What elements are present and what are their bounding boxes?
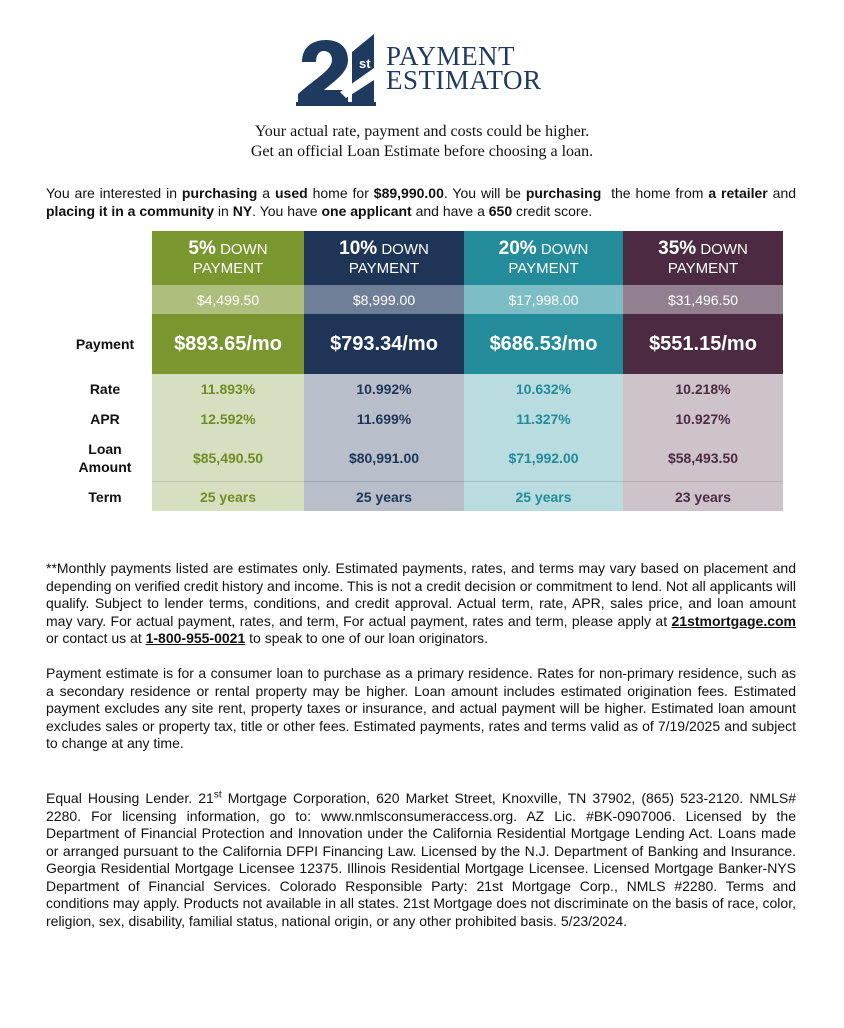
row-label-loan-line1: Loan xyxy=(88,441,122,457)
row-label-rate: Rate xyxy=(89,381,121,397)
payment-word: PAYMENT xyxy=(192,259,264,277)
row-label-apr: APR xyxy=(90,411,120,427)
fine-print-text: or contact us at xyxy=(46,630,146,646)
intro-bold: 650 xyxy=(488,203,513,219)
superscript: st xyxy=(213,789,222,801)
monthly-payment: $793.34/mo xyxy=(304,314,464,374)
intro-bold: used xyxy=(275,185,308,201)
intro-text: . You will be xyxy=(443,185,526,201)
top-disclaimer-line2: Get an official Loan Estimate before choosing a loan. xyxy=(250,143,594,160)
phone-link[interactable]: 1-800-955-0021 xyxy=(145,630,246,646)
down-percent: 35% xyxy=(658,237,697,259)
rate-value: 10.992% xyxy=(304,374,464,404)
down-payment-amount: $4,499.50 xyxy=(152,285,304,314)
intro-text: a xyxy=(257,185,275,201)
row-divider xyxy=(623,481,783,482)
intro-bold: purchasing xyxy=(525,185,602,201)
column-header xyxy=(304,231,464,285)
payment-word: PAYMENT xyxy=(667,259,739,277)
down-payment-amount: $8,999.00 xyxy=(304,285,464,314)
column-header xyxy=(464,231,623,285)
fine-print-text: **Monthly payments listed are estimates only. Estimated payments, rates, and terms may vary based on placement and depending on verified credit history and income. This is not a credit decision or commitment to lend. Not all applicants will qualify. Subject to lender terms, conditions, and credit approval. Actual term, rate, APR, sales price, and loan amount may vary. For actual payment, rates, and term, For actual payment, rates and term, please apply at xyxy=(46,560,796,629)
apr-value: 11.699% xyxy=(304,404,464,434)
down-payment-amount: $17,998.00 xyxy=(464,285,623,314)
intro-bold: NY xyxy=(232,203,253,219)
row-label-term: Term xyxy=(88,489,122,505)
row-label-payment: Payment xyxy=(75,336,135,352)
intro-bold: purchasing xyxy=(181,185,258,201)
column-header xyxy=(152,231,304,285)
intro-text: the home from xyxy=(601,185,709,201)
payment-option-column xyxy=(464,0,623,511)
intro-text: You are interested in xyxy=(46,185,182,201)
monthly-payment: $551.15/mo xyxy=(623,314,783,374)
loan-amount-value: $58,493.50 xyxy=(623,434,783,482)
term-value: 25 years xyxy=(304,482,464,511)
down-word: DOWN xyxy=(540,240,589,258)
logo-line2: ESTIMATOR xyxy=(386,65,542,95)
fine-print-text: Mortgage Corporation, 620 Market Street, Knoxville, TN 37902, (865) 523-2120. NMLS# 2280. For licensing information, go to: www.nmlsconsumeraccess.org. AZ Lic. #BK-0907006. Licensed by the Department of Financial Protection and Innovation under the California Residential Mortgage Lending Act. Loans made or arranged pursuant to the California DFPI Financing Law. Licensed by the N.J. Department of Banking and Insurance. Georgia Residential Mortgage Licensee 12375. Illinois Residential Mortgage Licensee. Licensed Mortgage Banker-NYS Department of Financial Services. Colorado Responsible Party: 21st Mortgage Corp., NMLS #2280. Terms and conditions may apply. Products not available in all states. 21st Mortgage does not discriminate on the basis of race, color, religion, sex, disability, familial status, national origin, or any other prohibited basis. 5/23/2024. xyxy=(46,790,796,929)
fine-print-1 xyxy=(46,560,796,648)
row-label-loan-line2: Amount xyxy=(78,459,132,475)
website-link[interactable]: 21stmortgage.com xyxy=(671,612,796,629)
loan-amount-value: $80,991.00 xyxy=(304,434,464,482)
payment-word: PAYMENT xyxy=(348,259,420,277)
apr-value: 12.592% xyxy=(152,404,304,434)
payment-option-column xyxy=(152,0,304,511)
apr-value: 10.927% xyxy=(623,404,783,434)
intro-bold: placing it in a community xyxy=(46,203,215,219)
down-payment-amount: $31,496.50 xyxy=(623,285,783,314)
row-label-loan-amount xyxy=(60,440,150,476)
fine-print-text: Equal Housing Lender. 21 xyxy=(46,790,214,806)
loan-amount-value: $71,992.00 xyxy=(464,434,623,482)
column-header xyxy=(623,231,783,285)
top-disclaimer-line1: Your actual rate, payment and costs could be higher. xyxy=(254,123,590,140)
intro-text: . You have xyxy=(252,203,322,219)
rate-value: 10.632% xyxy=(464,374,623,404)
payment-word: PAYMENT xyxy=(508,259,579,277)
intro-bold: one applicant xyxy=(321,203,412,219)
row-divider xyxy=(152,481,304,482)
rate-value: 10.218% xyxy=(623,374,783,404)
term-value: 23 years xyxy=(623,482,783,511)
down-percent: 20% xyxy=(498,237,537,259)
intro-text: in xyxy=(214,203,233,219)
intro-text: home for xyxy=(307,185,374,201)
intro-text: and xyxy=(767,185,797,201)
down-word: DOWN xyxy=(700,240,748,258)
fine-print-3 xyxy=(46,790,796,930)
intro-text: credit score. xyxy=(512,203,593,219)
logo-line1: PAYMENT xyxy=(386,41,516,71)
down-percent: 10% xyxy=(339,237,378,259)
down-word: DOWN xyxy=(381,240,429,258)
apr-value: 11.327% xyxy=(464,404,623,434)
rate-value: 11.893% xyxy=(152,374,304,404)
row-divider xyxy=(304,481,464,482)
fine-print-2: Payment estimate is for a consumer loan to purchase as a primary residence. Rates for non-primary residence, such as a secondary residence or rental property may be higher. Loan amount includes estimated origination fees. Estimated payment excludes any site rent, property taxes or insurance, and actual payment will be higher. Estimated loan amount excludes sales or property tax, title or other fees. Estimated payments, rates and terms valid as of 7/19/2025 and subject to change at any time. xyxy=(46,665,796,751)
loan-amount-value: $85,490.50 xyxy=(152,434,304,482)
row-divider xyxy=(464,481,623,482)
term-value: 25 years xyxy=(152,482,304,511)
term-value: 25 years xyxy=(464,482,623,511)
payment-option-column xyxy=(304,0,464,511)
intro-text: and have a xyxy=(411,203,489,219)
payment-option-column xyxy=(623,0,783,511)
intro-bold: a retailer xyxy=(708,185,768,201)
monthly-payment: $893.65/mo xyxy=(152,314,304,374)
down-word: DOWN xyxy=(220,240,268,258)
down-percent: 5% xyxy=(188,237,216,259)
intro-bold: $89,990.00 xyxy=(373,185,444,201)
monthly-payment: $686.53/mo xyxy=(464,314,623,374)
fine-print-text: to speak to one of our loan originators. xyxy=(245,630,489,646)
logo-suffix: st xyxy=(359,56,371,71)
